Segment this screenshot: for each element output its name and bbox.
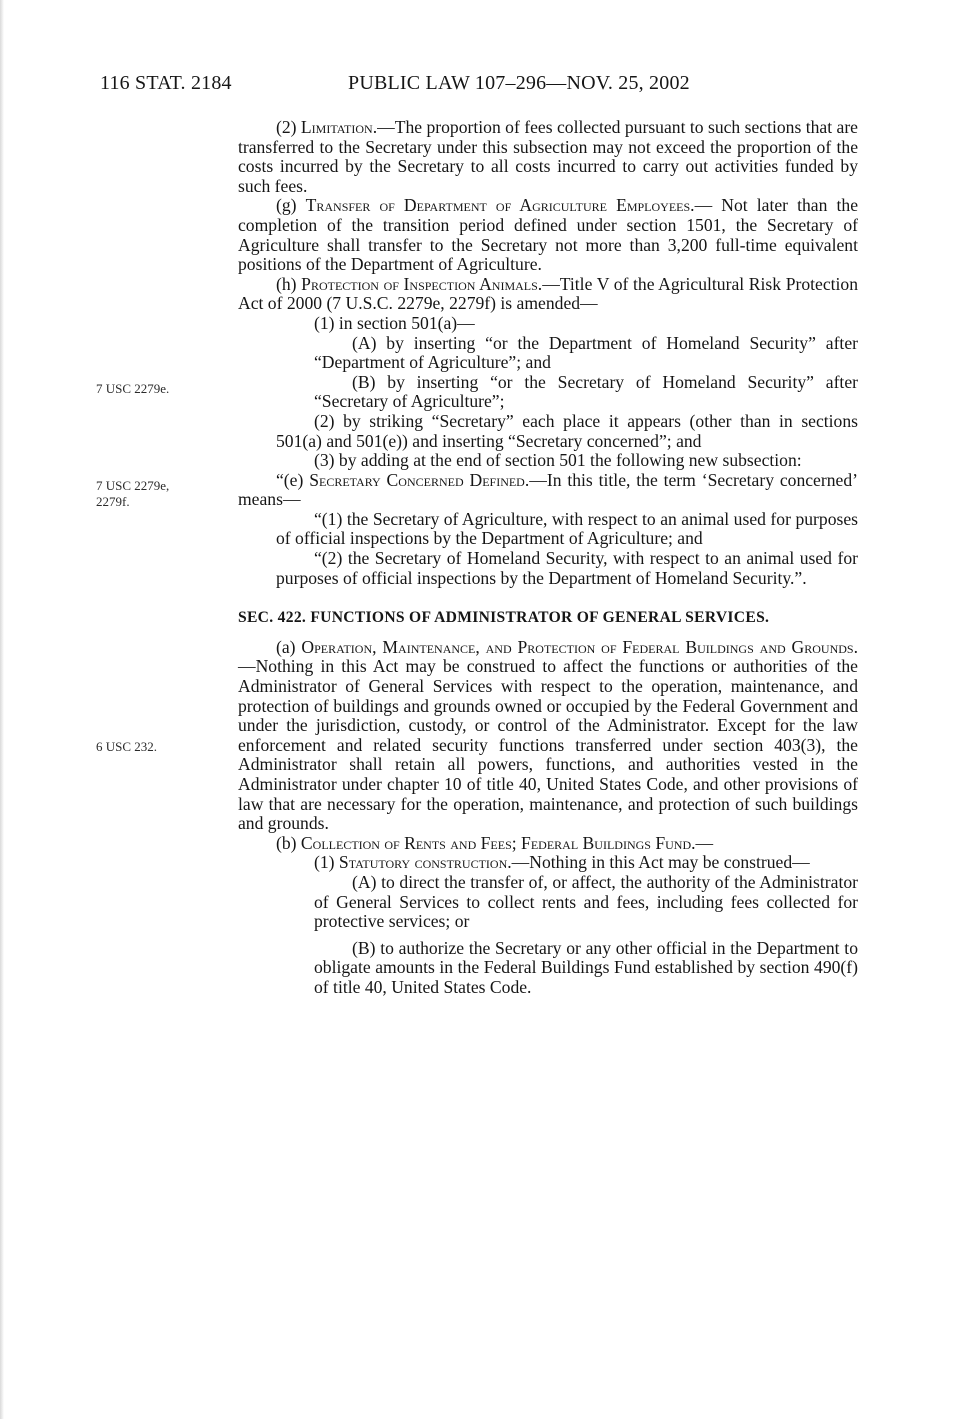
- subsection-text: —Title V of the Agricultural Risk Protection Act of 2000 (7 U.S.C. 2279e, 2279f) is amended—: [238, 273, 859, 314]
- subsection-a: [238, 638, 858, 834]
- subsection-number: (g): [276, 195, 306, 216]
- margin-citation: 7 USC 2279e.: [96, 381, 170, 396]
- subsection-number: (b): [276, 832, 301, 853]
- quoted-paragraph-e2: “(2) the Secretary of Homeland Security, with respect to an animal used for purposes of official inspections by the Department of Homeland Security.”.: [276, 548, 858, 588]
- subsection-g: [238, 196, 858, 274]
- subsection-text: — Not later than the completion of the transition period defined under section 1501, the Secretary of Agriculture shall transfer to the Secretary not more than 3,200 full-time equivalent positions of the Department of Agriculture.: [238, 195, 859, 275]
- margin-citation: 7 USC 2279e,: [96, 478, 170, 493]
- statute-page-number: 116 STAT. 2184: [100, 72, 232, 94]
- subsection-heading: Secretary Concerned Defined.: [309, 469, 530, 490]
- paragraph-limitation: [238, 118, 858, 196]
- paragraph-text: —Nothing in this Act may be construed—: [511, 852, 810, 873]
- quoted-subsection-e: [238, 471, 858, 510]
- subsection-b: [238, 834, 858, 854]
- subsection-heading: Protection of Inspection Animals.: [301, 273, 543, 294]
- subparagraph-h1a: (A) by inserting “or the Department of Homeland Security” after “Department of Agriculture”; and: [314, 332, 858, 373]
- quoted-paragraph-e1: “(1) the Secretary of Agriculture, with respect to an animal used for purposes of official inspections by the Department of Agriculture; and: [276, 508, 858, 549]
- subsection-heading: Operation, Maintenance, and Protection of Federal Buildings and Grounds.: [301, 636, 858, 657]
- subsection-heading: Collection of Rents and Fees; Federal Buildings Fund.: [300, 832, 696, 853]
- paragraph-text: —The proportion of fees collected pursuant to such sections that are transferred to the Secretary under this subsection may not exceed the proportion of the costs incurred by the Secretary to all costs incurred to carry out activities funded by such fees.: [238, 117, 858, 196]
- paragraph-number: (1): [314, 852, 339, 873]
- page-body: [238, 118, 858, 998]
- subparagraph-b1b: (B) to authorize the Secretary or any other official in the Department to obligate amounts in the Federal Buildings Fund established by section 490(f) of title 40, United States Code.: [314, 937, 858, 997]
- scan-page-edge: [0, 0, 4, 1419]
- subsection-h: [238, 275, 858, 314]
- margin-citation: 6 USC 232.: [96, 739, 158, 754]
- section-heading: SEC. 422. FUNCTIONS OF ADMINISTRATOR OF GENERAL SERVICES.: [238, 609, 770, 627]
- paragraph-heading: (2) Limitation.: [276, 117, 378, 137]
- subsection-text: —Nothing in this Act may be construed to affect the functions or authorities of the Administrator of General Services with respect to the operation, maintenance, and protection of buildings and grounds owned or occupied by the Federal Government and under the jurisdiction, custody, or control of the Administrator. Except for the law enforcement and related security functions transferred under section 403(3), the Administrator shall retain all powers, functions, and authorities vested in the Administrator under chapter 10 of title 40, United States Code, and other provisions of law that are necessary for the operation, maintenance, and protection of such buildings and grounds.: [238, 656, 858, 834]
- paragraph-h1: (1) in section 501(a)—: [314, 312, 475, 333]
- subsection-text: —In this title, the term ‘Secretary concerned’ means—: [238, 469, 858, 510]
- running-head: PUBLIC LAW 107–296—NOV. 25, 2002: [348, 72, 690, 94]
- paragraph-b1: [238, 853, 858, 873]
- subsection-heading: Transfer of Department of Agriculture Employees.: [305, 195, 695, 216]
- paragraph-heading: Statutory construction.: [338, 852, 512, 873]
- page-header: [100, 72, 860, 102]
- subsection-number: (h): [276, 273, 302, 294]
- subparagraph-h1b: (B) by inserting “or the Secretary of Homeland Security” after “Secretary of Agriculture”;: [314, 371, 858, 412]
- paragraph-h2: (2) by striking “Secretary” each place it appears (other than in sections 501(a) and 501(e)) and inserting “Secretary concerned”; and: [276, 410, 858, 451]
- margin-citation: 2279f.: [96, 494, 130, 509]
- subparagraph-b1a: (A) to direct the transfer of, or affect, the authority of the Administrator of General Services to collect rents and fees, including fees collected for protective services; or: [314, 871, 858, 932]
- subsection-number: (a): [276, 636, 302, 657]
- subsection-text: —: [695, 832, 714, 853]
- subsection-number: “(e): [276, 469, 310, 490]
- paragraph-h3: (3) by adding at the end of section 501 the following new subsection:: [314, 450, 802, 471]
